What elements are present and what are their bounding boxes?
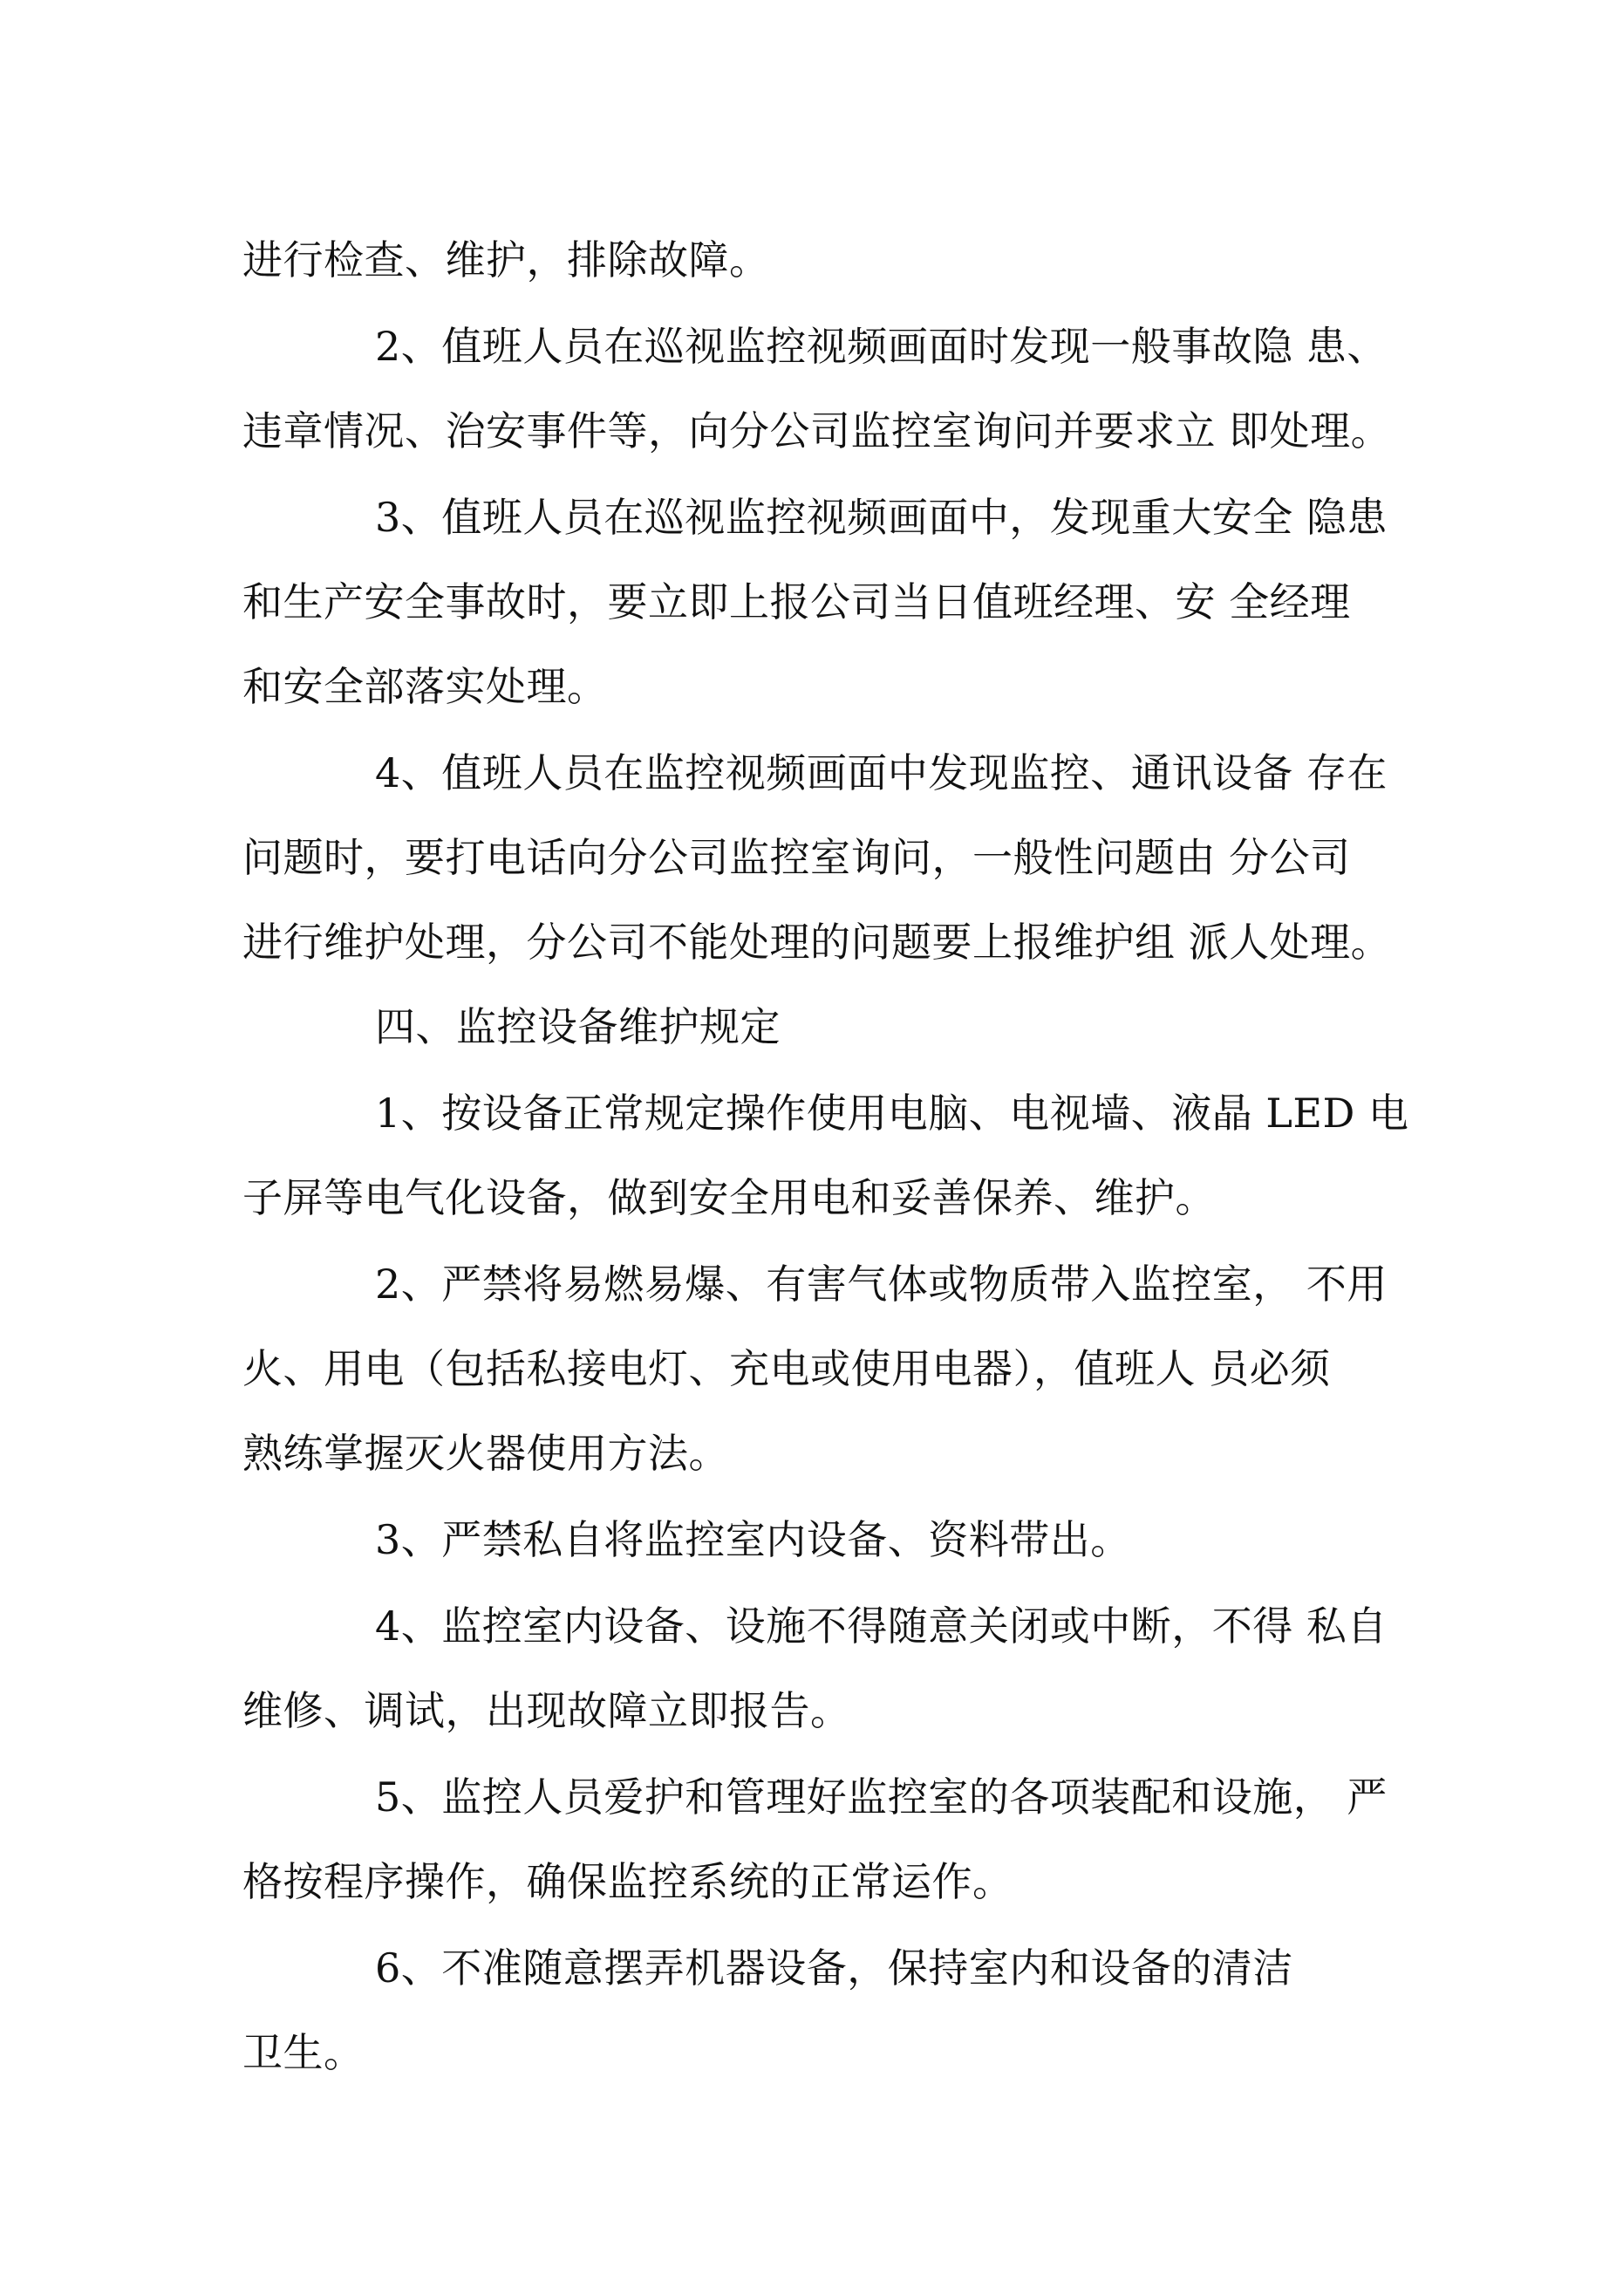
text-line: 火、用电（包括私接电灯、充电或使用电器），值班人 员必须 [242,1345,1331,1392]
text-line: 5、监控人员爱护和管理好监控室的各项装配和设施， 严 [375,1773,1388,1821]
section-heading: 四、监控设备维护规定 [375,1003,781,1050]
text-line: 3、严禁私自将监控室内设备、资料带出。 [375,1516,1131,1563]
text-line: 卫生。 [242,2029,365,2076]
text-line: 子屏等电气化设备，做到安全用电和妥善保养、维护。 [242,1174,1216,1221]
text-line: 4、值班人员在监控视频画面中发现监控、通讯设备 存在 [375,749,1388,796]
text-line: 1、按设备正常规定操作使用电脑、电视墙、液晶 LED 电 [375,1090,1409,1137]
text-line: 6、不准随意摆弄机器设备，保持室内和设备的清洁 [375,1944,1293,1992]
text-line: 2、严禁将易燃易爆、有害气体或物质带入监控室， 不用 [375,1261,1388,1308]
text-line: 2、值班人员在巡视监控视频画面时发现一般事故隐 患、 [375,323,1388,370]
text-line: 维修、调试，出现故障立即报告。 [242,1687,851,1734]
text-line: 进行维护处理，分公司不能处理的问题要上报维护组 派人处理。 [242,919,1392,966]
text-line: 3、值班人员在巡视监控视频画面中，发现重大安全 隐患 [375,494,1388,541]
text-line: 4、监控室内设备、设施不得随意关闭或中断，不得 私自 [375,1602,1388,1650]
text-line: 和安全部落实处理。 [242,663,608,710]
text-line: 格按程序操作，确保监控系统的正常运作。 [242,1858,1013,1905]
text-line: 问题时，要打电话向分公司监控室询问，一般性问题由 分公司 [242,834,1351,881]
text-line: 熟练掌握灭火器使用方法。 [242,1430,729,1477]
text-line: 违章情况、治安事件等，向分公司监控室询问并要求立 即处理。 [242,407,1392,454]
text-line: 和生产安全事故时，要立即上报公司当日值班经理、安 全经理 [242,578,1351,625]
text-line: 进行检查、维护，排除故障。 [242,236,770,284]
